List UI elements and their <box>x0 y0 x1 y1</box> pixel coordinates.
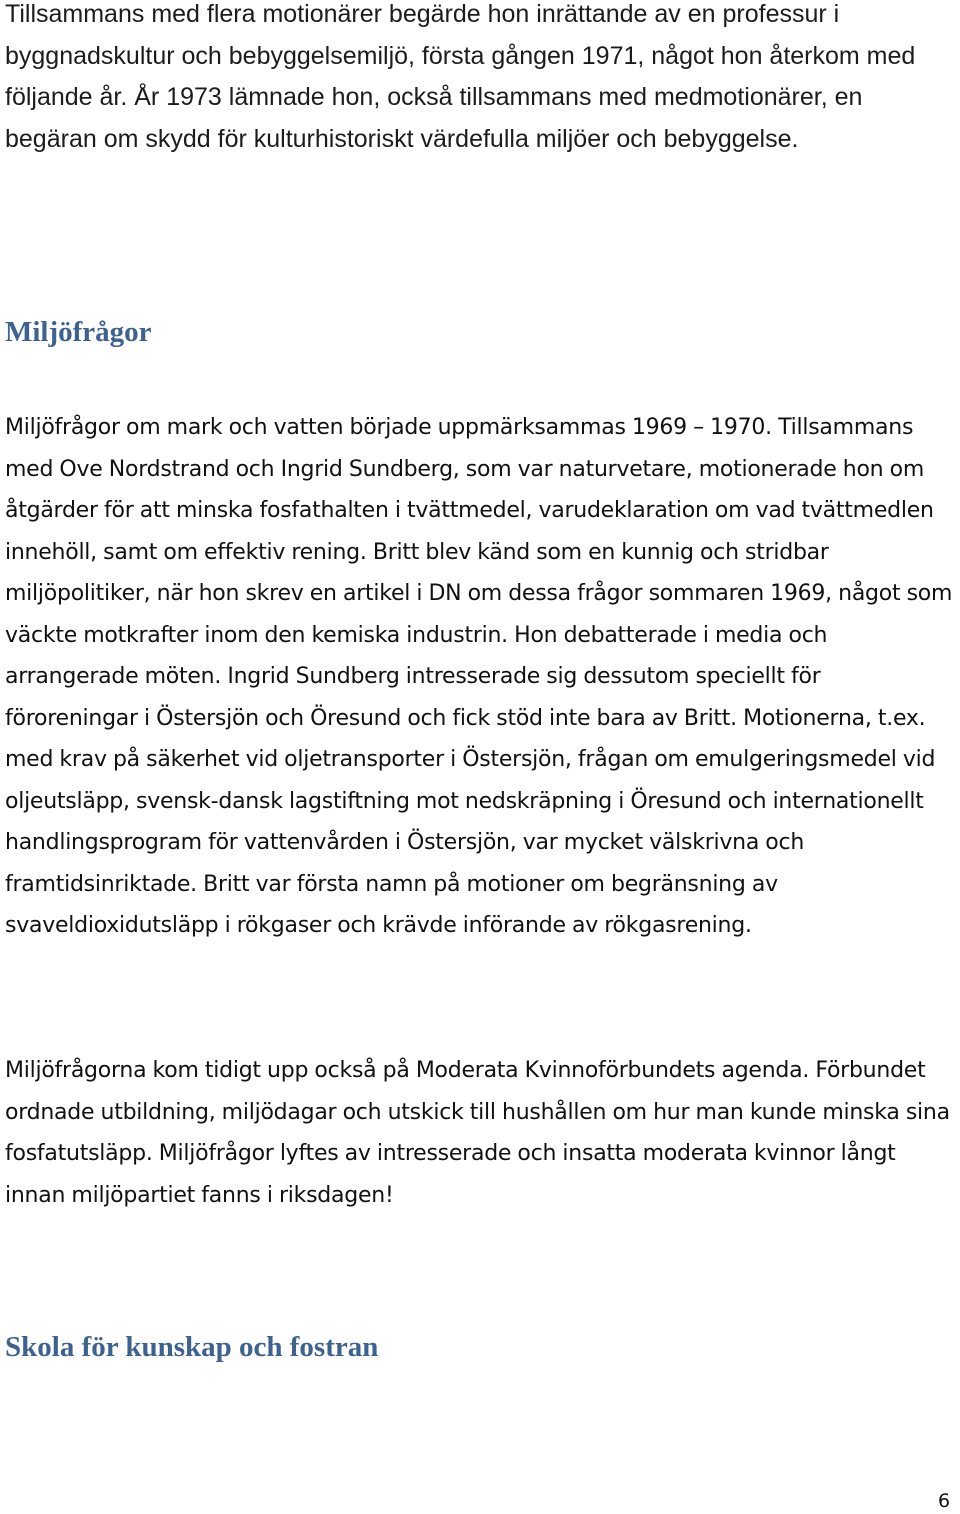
paragraph-miljofragor-1: Miljöfrågor om mark och vatten började uppmärksammas 1969 – 1970. Tillsammans med Ove Nordstrand och Ingrid Sundberg, som var naturvetare, motionerade hon om åtgärder för att minska fosfathalten i tvättmedel, varudeklaration om vad tvättmedlen innehöll, samt om effektiv rening. Britt blev känd som en kunnig och stridbar miljöpolitiker, när hon skrev en artikel i DN om dessa frågor sommaren 1969, något som väckte motkrafter inom den kemiska industrin. Hon debatterade i media och arrangerade möten. Ingrid Sundberg intresserade sig dessutom speciellt för föroreningar i Östersjön och Öresund och fick stöd inte bara av Britt. Motionerna, t.ex. med krav på säkerhet vid oljetransporter i Östersjön, frågan om emulgeringsmedel vid oljeutsläpp, svensk-dansk lagstiftning mot nedskräpning i Öresund och internationellt handlingsprogram för vattenvården i Östersjön, var mycket välskrivna och framtidsinriktade. Britt var första namn på motioner om begränsning av svaveldioxidutsläpp i rökgaser och krävde införande av rökgasrening. <box>5 415 953 938</box>
section-heading-miljofragor: Miljöfrågor <box>5 316 152 348</box>
intro-paragraph: Tillsammans med flera motionärer begärde hon inrättande av en professur i byggnadskultur och bebyggelsemiljö, första gången 1971, något hon återkom med följande år. År 1973 lämnade hon, också tillsammans med medmotionärer, en begäran om skydd för kulturhistoriskt värdefulla miljöer och bebyggelse. <box>5 0 916 153</box>
section-heading-skola: Skola för kunskap och fostran <box>5 1331 379 1363</box>
page-number: 6 <box>938 1490 951 1512</box>
paragraph-miljofragor-2: Miljöfrågorna kom tidigt upp också på Moderata Kvinnoförbundets agenda. Förbundet ordnade utbildning, miljödagar och utskick till hushållen om hur man kunde minska sina fosfatutsläpp. Miljöfrågor lyftes av intresserade och insatta moderata kvinnor långt innan miljöpartiet fanns i riksdagen! <box>5 1058 950 1208</box>
